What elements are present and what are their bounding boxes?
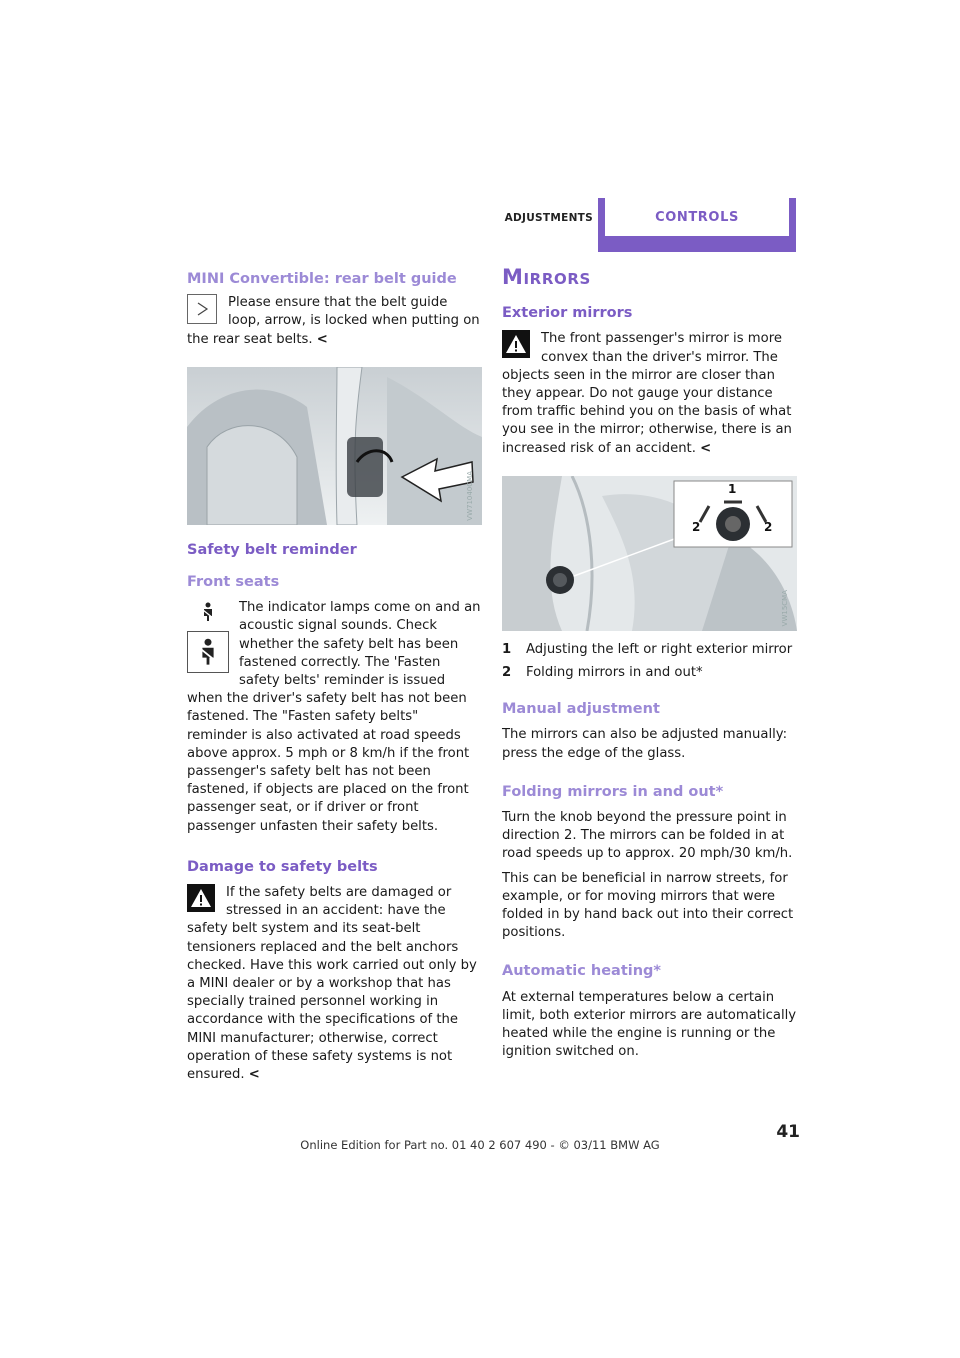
legend-number: 1	[502, 641, 512, 657]
heating-text: At external temperatures below a certain limit, both exterior mirrors are automatically heated while the engine is running or the ignition switched on.	[502, 989, 797, 1060]
page-number: 41	[776, 1122, 800, 1142]
reminder-text: The indicator lamps come on and an acoustic signal sounds. Check whether the safety belt has been fastened correctly. The 'Fasten safety belts' reminder is issued when the driver's safety belt has not been fastened. The "Fasten safety belts" reminder is also activated at road speeds above approx. 5 mph or 8 km/h if the front passenger's safety belt has not been fastened, if objects are placed on the front passenger seat, or if driver or front passenger unfasten their safety belts.	[187, 600, 481, 834]
convertible-note-text: Please ensure that the belt guide loop, arrow, is locked when putting on the rear seat belts.	[187, 295, 480, 347]
image-code: VW71040CMA	[465, 471, 474, 521]
damage-text: If the safety belts are damaged or stressed in an accident: have the safety belt system and its seat-belt tensioners replaced and the belt anchors checked. Have this work carried out only by a MINI dealer or by a workshop that has specially trained personnel working in accordance with the specifications of the MINI manufacturer; otherwise, correct operation of these safety systems is not ensured.	[187, 885, 477, 1083]
legend-text: Adjusting the left or right exterior mirror	[526, 641, 793, 657]
exterior-heading: Exterior mirrors	[502, 305, 633, 322]
seatbelt-indicators	[187, 599, 229, 673]
callout-2-left: 2	[692, 519, 701, 534]
end-mark: <	[700, 440, 712, 456]
damage-heading: Damage to safety belts	[187, 858, 378, 875]
image-code: VW15CMA	[780, 590, 789, 627]
callout-2-right: 2	[764, 519, 773, 534]
folding-text-2: This can be beneficial in narrow streets, for example, or for moving mirrors that were folded in by hand back out into their correct positions.	[502, 870, 794, 941]
left-column	[187, 270, 482, 1084]
right-column	[502, 265, 797, 1061]
exterior-warning-text: The front passenger's mirror is more convex than the driver's mirror. The objects seen in the mirror are closer than they appear. Do not gauge your distance from traffic behind you on the basis of what you see in the mirror; otherwise, there is an increased risk of an accident.	[502, 331, 792, 456]
reminder-heading: Safety belt reminder	[187, 541, 357, 558]
convertible-heading: MINI Convertible: rear belt guide	[187, 271, 457, 287]
legend-number: 2	[502, 665, 512, 681]
warning-triangle-icon	[187, 884, 215, 912]
seatbelt-icon	[187, 631, 229, 673]
footer-edition: Online Edition for Part no. 01 40 2 607 490 - © 03/11 BMW AG	[300, 1138, 660, 1152]
seatbelt-icon	[187, 599, 229, 625]
mirror-control-photo	[502, 476, 797, 631]
page-title: Mirrors	[502, 265, 591, 289]
reminder-block	[187, 599, 482, 836]
belt-guide-photo	[187, 367, 482, 525]
mirror-legend	[502, 641, 797, 682]
legend-text: Folding mirrors in and out*	[526, 665, 703, 681]
callout-1: 1	[728, 481, 737, 496]
section-label: ADJUSTMENTS	[504, 212, 593, 224]
end-mark: <	[316, 331, 328, 347]
legend-item	[502, 641, 797, 659]
folding-heading: Folding mirrors in and out*	[502, 783, 724, 800]
chapter-tab	[598, 198, 796, 252]
front-seats-heading: Front seats	[187, 574, 280, 591]
heating-heading: Automatic heating*	[502, 963, 662, 980]
manual-heading: Manual adjustment	[502, 701, 660, 718]
warning-triangle-icon	[502, 330, 530, 358]
chapter-label: CONTROLS	[605, 198, 789, 236]
legend-item	[502, 664, 797, 682]
manual-text: The mirrors can also be adjusted manually: press the edge of the glass.	[502, 727, 788, 761]
convertible-note	[187, 294, 482, 349]
exterior-warning	[502, 330, 797, 457]
end-mark: <	[248, 1067, 260, 1083]
note-arrow-icon	[187, 294, 217, 324]
folding-text-1: Turn the knob beyond the pressure point in direction 2. The mirrors can be folded in at road speeds up to approx. 20 mph/30 km/h.	[502, 810, 793, 862]
damage-block	[187, 884, 482, 1084]
